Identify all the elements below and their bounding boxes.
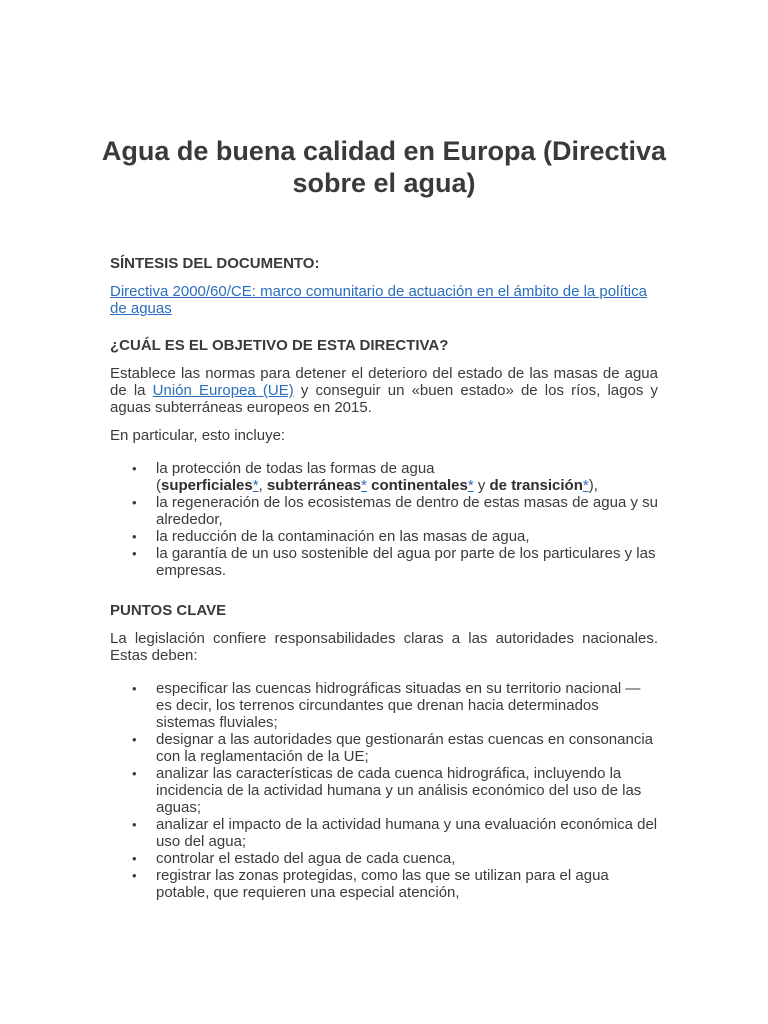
list-item: • analizar el impacto de la actividad humana y una evaluación económica del uso del agua; <box>110 816 658 850</box>
item1-text: la protección de todas las formas de agua <box>156 460 435 477</box>
objective-list <box>110 460 658 579</box>
surface-glossary-link[interactable]: * <box>252 477 259 494</box>
list-item: • analizar las características de cada cuenca hidrográfica, incluyendo la incidencia de la actividad humana y un análisis económico del uso de las aguas; <box>110 765 658 816</box>
keypoints-heading: PUNTOS CLAVE <box>110 602 227 619</box>
list-item: • la regeneración de los ecosistemas de dentro de estas masas de agua y su alrededor, <box>110 494 658 528</box>
list-item: • designar a las autoridades que gestionarán estas cuencas en consonancia con la reglamentación de la UE; <box>110 731 658 765</box>
continental-label: continentales <box>371 477 468 494</box>
list-item: • controlar el estado del agua de cada cuenca, <box>110 850 658 867</box>
objective-paragraph <box>110 365 658 416</box>
list-item: • registrar las zonas protegidas, como las que se utilizan para el agua potable, que requieren una especial atención, <box>110 867 658 901</box>
transition-glossary-link[interactable]: * <box>582 477 589 494</box>
includes-paragraph: En particular, esto incluye: <box>110 427 286 444</box>
keypoints-list <box>110 680 658 901</box>
synthesis-heading: SÍNTESIS DEL DOCUMENTO: <box>110 255 320 272</box>
underground-label: subterráneas <box>266 477 362 494</box>
list-item: • especificar las cuencas hidrográficas situadas en su territorio nacional — es decir, los terrenos circundantes que drenan hacia determinados sistemas fluviales; <box>110 680 658 731</box>
conjunction: y <box>473 477 490 494</box>
continental-glossary-link[interactable]: * <box>467 477 474 494</box>
list-item: • la reducción de la contaminación en las masas de agua, <box>110 528 658 545</box>
surface-label: superficiales <box>161 477 253 494</box>
synthesis-paragraph <box>110 283 658 317</box>
objective-text-after: y conseguir un «buen estado» de los ríos, lagos y aguas subterráneas europeos en 2015. <box>110 382 658 416</box>
document-body <box>110 255 658 901</box>
title-line-1: Agua de buena calidad en Europa (Directiva <box>101 136 667 166</box>
paren-open: ( <box>156 477 161 494</box>
comma: , <box>258 477 267 494</box>
eu-link[interactable]: Unión Europea (UE) <box>152 382 294 399</box>
underground-glossary-link[interactable]: * <box>361 477 367 494</box>
title-line-2: sobre el agua) <box>292 168 476 198</box>
paren-close: ), <box>588 477 598 494</box>
objective-text-before: Establece las normas para detener el deterioro del estado de las masas de agua de la <box>110 365 658 399</box>
list-item <box>110 460 658 494</box>
list-item: • la garantía de un uso sostenible del agua por parte de los particulares y las empresas. <box>110 545 658 579</box>
directive-link[interactable]: Directiva 2000/60/CE: marco comunitario de actuación en el ámbito de la política de aguas <box>110 283 647 317</box>
keypoints-intro: La legislación confiere responsabilidades claras a las autoridades nacionales. Estas deben: <box>110 630 658 664</box>
document-title <box>100 135 668 199</box>
transition-label: de transición <box>489 477 583 494</box>
objective-heading: ¿CUÁL ES EL OBJETIVO DE ESTA DIRECTIVA? <box>110 337 449 354</box>
